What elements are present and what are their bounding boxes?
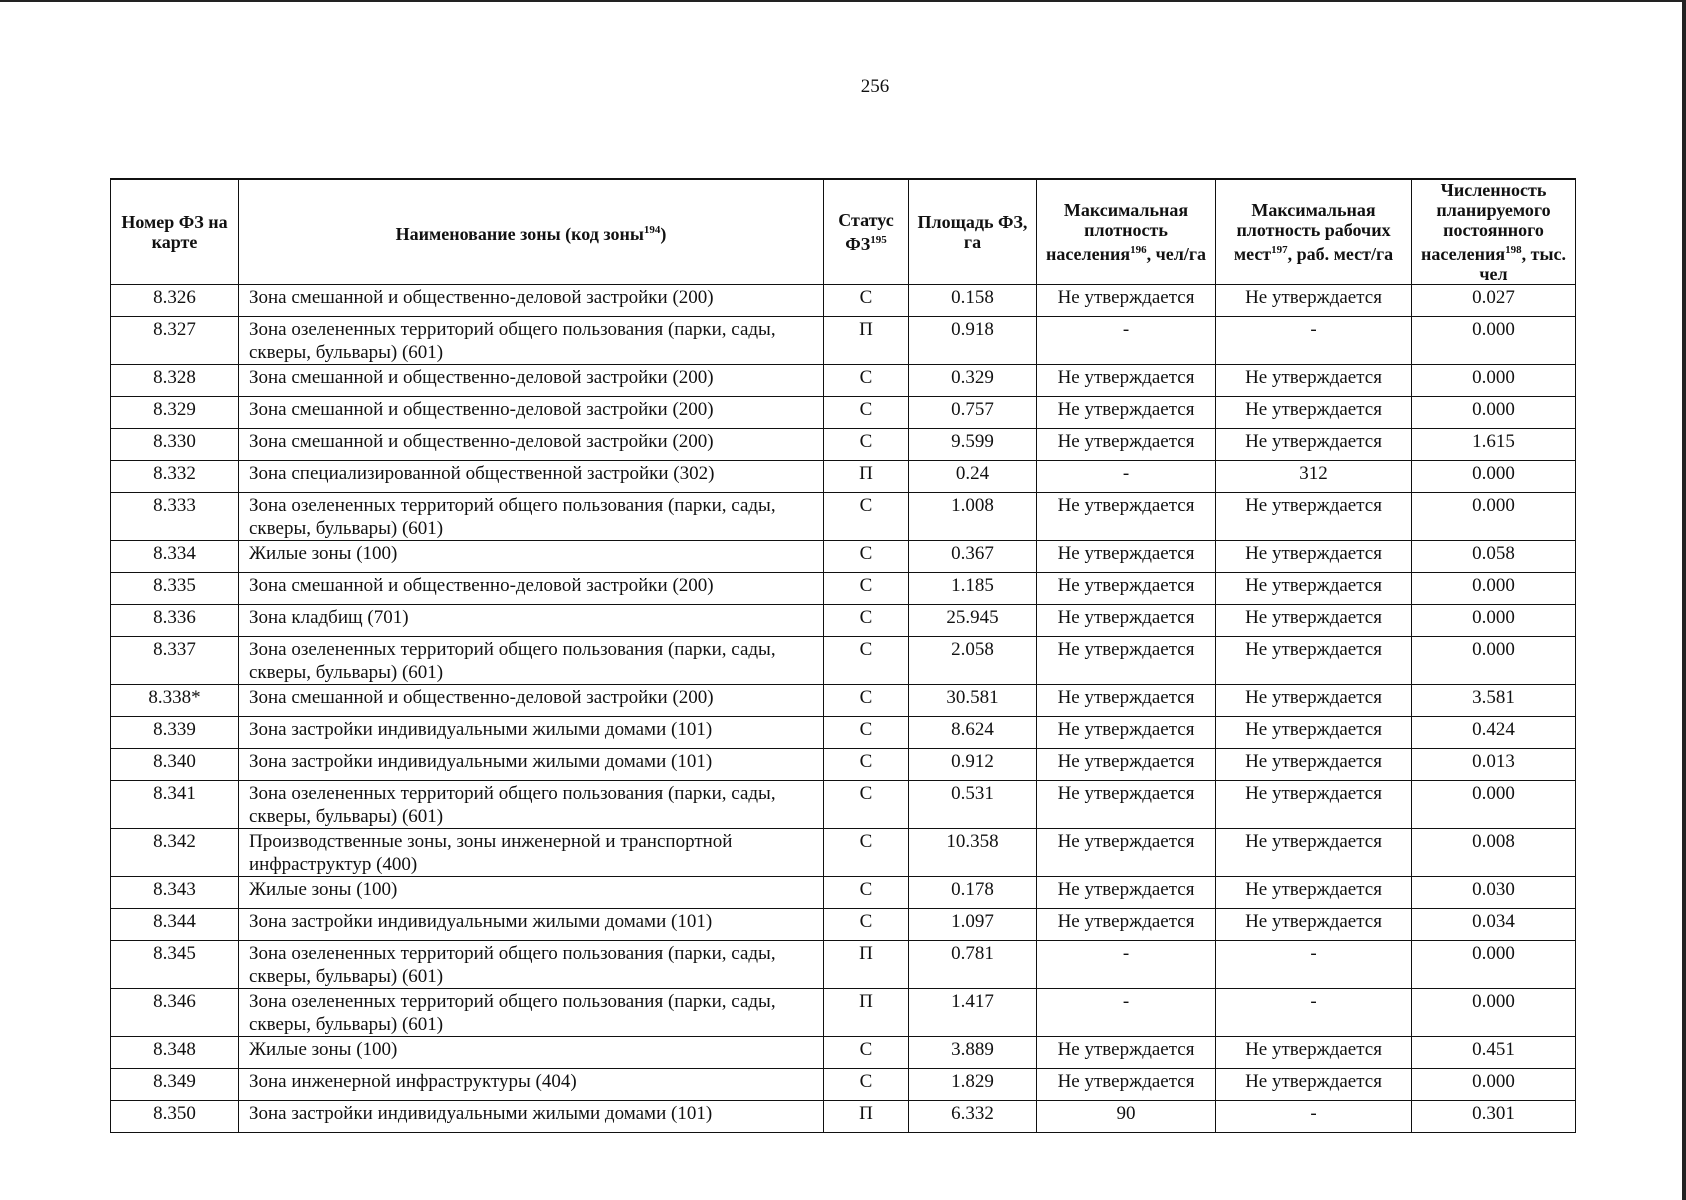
cell-zone-status: С <box>824 909 909 941</box>
cell-planned-population: 0.000 <box>1412 317 1576 365</box>
cell-planned-population: 0.000 <box>1412 781 1576 829</box>
cell-zone-area: 1.097 <box>909 909 1037 941</box>
cell-zone-number: 8.344 <box>111 909 239 941</box>
cell-zone-number: 8.328 <box>111 365 239 397</box>
cell-zone-status: С <box>824 749 909 781</box>
cell-job-density: - <box>1216 989 1412 1037</box>
cell-job-density: Не утверждается <box>1216 829 1412 877</box>
header-population-density: Максимальная плотность населения$^{196}$, чел/га <box>1037 179 1216 285</box>
table-row <box>111 1037 1576 1069</box>
cell-zone-status: С <box>824 877 909 909</box>
cell-zone-area: 1.417 <box>909 989 1037 1037</box>
cell-job-density: Не утверждается <box>1216 429 1412 461</box>
table-row <box>111 941 1576 989</box>
cell-zone-area: 0.329 <box>909 365 1037 397</box>
cell-population-density: - <box>1037 461 1216 493</box>
cell-zone-status: С <box>824 285 909 317</box>
cell-zone-name: Зона кладбищ (701) <box>239 605 824 637</box>
table-body <box>111 285 1576 1133</box>
cell-zone-status: С <box>824 429 909 461</box>
cell-population-density: Не утверждается <box>1037 285 1216 317</box>
cell-zone-number: 8.350 <box>111 1101 239 1133</box>
cell-job-density: Не утверждается <box>1216 781 1412 829</box>
table-row <box>111 989 1576 1037</box>
cell-zone-area: 3.889 <box>909 1037 1037 1069</box>
functional-zones-table <box>110 178 1576 1133</box>
cell-zone-name: Зона инженерной инфраструктуры (404) <box>239 1069 824 1101</box>
table-row <box>111 541 1576 573</box>
cell-zone-status: С <box>824 493 909 541</box>
cell-planned-population: 0.000 <box>1412 461 1576 493</box>
cell-zone-number: 8.327 <box>111 317 239 365</box>
cell-zone-number: 8.332 <box>111 461 239 493</box>
cell-zone-name: Зона озелененных территорий общего пользования (парки, сады, скверы, бульвары) (601) <box>239 989 824 1037</box>
cell-planned-population: 0.030 <box>1412 877 1576 909</box>
cell-zone-number: 8.341 <box>111 781 239 829</box>
cell-job-density: Не утверждается <box>1216 1037 1412 1069</box>
cell-zone-area: 10.358 <box>909 829 1037 877</box>
cell-zone-status: С <box>824 365 909 397</box>
cell-zone-area: 0.781 <box>909 941 1037 989</box>
cell-population-density: Не утверждается <box>1037 637 1216 685</box>
cell-zone-area: 1.008 <box>909 493 1037 541</box>
cell-population-density: Не утверждается <box>1037 573 1216 605</box>
cell-job-density: Не утверждается <box>1216 877 1412 909</box>
cell-zone-name: Зона озелененных территорий общего пользования (парки, сады, скверы, бульвары) (601) <box>239 637 824 685</box>
cell-zone-status: С <box>824 1069 909 1101</box>
header-job-density: Максимальная плотность рабочих мест$^{197}$, раб. мест/га <box>1216 179 1412 285</box>
cell-zone-name: Зона смешанной и общественно-деловой застройки (200) <box>239 429 824 461</box>
cell-zone-number: 8.338* <box>111 685 239 717</box>
cell-population-density: Не утверждается <box>1037 541 1216 573</box>
table-row <box>111 1101 1576 1133</box>
cell-zone-status: С <box>824 829 909 877</box>
cell-zone-name: Зона застройки индивидуальными жилыми домами (101) <box>239 749 824 781</box>
cell-planned-population: 0.000 <box>1412 573 1576 605</box>
scan-border-top <box>0 0 1686 2</box>
cell-population-density: - <box>1037 941 1216 989</box>
cell-zone-area: 9.599 <box>909 429 1037 461</box>
cell-job-density: Не утверждается <box>1216 637 1412 685</box>
table-header <box>111 179 1576 285</box>
cell-job-density: Не утверждается <box>1216 909 1412 941</box>
cell-zone-area: 0.757 <box>909 397 1037 429</box>
cell-zone-number: 8.334 <box>111 541 239 573</box>
cell-planned-population: 0.027 <box>1412 285 1576 317</box>
cell-zone-area: 0.367 <box>909 541 1037 573</box>
cell-zone-number: 8.349 <box>111 1069 239 1101</box>
cell-zone-status: П <box>824 461 909 493</box>
cell-zone-status: С <box>824 685 909 717</box>
cell-zone-area: 0.918 <box>909 317 1037 365</box>
table-row <box>111 317 1576 365</box>
cell-planned-population: 0.013 <box>1412 749 1576 781</box>
cell-zone-number: 8.326 <box>111 285 239 317</box>
cell-zone-status: С <box>824 541 909 573</box>
cell-zone-status: С <box>824 1037 909 1069</box>
cell-zone-number: 8.336 <box>111 605 239 637</box>
cell-zone-number: 8.343 <box>111 877 239 909</box>
cell-zone-number: 8.330 <box>111 429 239 461</box>
header-zone-status: Статус ФЗ$^{195}$ <box>824 179 909 285</box>
table-row <box>111 493 1576 541</box>
cell-zone-number: 8.342 <box>111 829 239 877</box>
cell-planned-population: 0.000 <box>1412 365 1576 397</box>
table-row <box>111 749 1576 781</box>
cell-job-density: 312 <box>1216 461 1412 493</box>
header-zone-area: Площадь ФЗ, га <box>909 179 1037 285</box>
cell-population-density: Не утверждается <box>1037 877 1216 909</box>
cell-zone-name: Зона застройки индивидуальными жилыми домами (101) <box>239 1101 824 1133</box>
cell-zone-status: С <box>824 781 909 829</box>
table-row <box>111 365 1576 397</box>
table-row <box>111 685 1576 717</box>
cell-job-density: Не утверждается <box>1216 397 1412 429</box>
cell-planned-population: 0.000 <box>1412 989 1576 1037</box>
cell-job-density: Не утверждается <box>1216 605 1412 637</box>
cell-zone-number: 8.340 <box>111 749 239 781</box>
cell-zone-area: 1.185 <box>909 573 1037 605</box>
table-row <box>111 1069 1576 1101</box>
cell-job-density: - <box>1216 941 1412 989</box>
cell-zone-area: 25.945 <box>909 605 1037 637</box>
cell-planned-population: 0.301 <box>1412 1101 1576 1133</box>
cell-job-density: Не утверждается <box>1216 573 1412 605</box>
cell-zone-name: Зона специализированной общественной застройки (302) <box>239 461 824 493</box>
header-planned-population: Численность планируемого постоянного населения$^{198}$, тыс. чел <box>1412 179 1576 285</box>
table-row <box>111 573 1576 605</box>
cell-zone-name: Производственные зоны, зоны инженерной и транспортной инфраструктур (400) <box>239 829 824 877</box>
cell-population-density: - <box>1037 989 1216 1037</box>
cell-zone-name: Зона озелененных территорий общего пользования (парки, сады, скверы, бульвары) (601) <box>239 493 824 541</box>
cell-planned-population: 0.000 <box>1412 397 1576 429</box>
cell-population-density: Не утверждается <box>1037 749 1216 781</box>
cell-zone-number: 8.337 <box>111 637 239 685</box>
cell-zone-number: 8.345 <box>111 941 239 989</box>
cell-zone-area: 0.178 <box>909 877 1037 909</box>
cell-zone-name: Зона смешанной и общественно-деловой застройки (200) <box>239 285 824 317</box>
cell-zone-status: П <box>824 941 909 989</box>
cell-zone-name: Зона озелененных территорий общего пользования (парки, сады, скверы, бульвары) (601) <box>239 781 824 829</box>
cell-planned-population: 0.058 <box>1412 541 1576 573</box>
cell-zone-name: Зона застройки индивидуальными жилыми домами (101) <box>239 717 824 749</box>
cell-zone-status: С <box>824 397 909 429</box>
cell-zone-status: С <box>824 637 909 685</box>
cell-planned-population: 0.000 <box>1412 1069 1576 1101</box>
table-row <box>111 637 1576 685</box>
cell-zone-area: 6.332 <box>909 1101 1037 1133</box>
cell-population-density: Не утверждается <box>1037 1037 1216 1069</box>
cell-planned-population: 0.008 <box>1412 829 1576 877</box>
cell-zone-name: Зона застройки индивидуальными жилыми домами (101) <box>239 909 824 941</box>
cell-zone-number: 8.339 <box>111 717 239 749</box>
table-row <box>111 461 1576 493</box>
cell-zone-status: С <box>824 717 909 749</box>
cell-job-density: - <box>1216 317 1412 365</box>
table-row <box>111 429 1576 461</box>
cell-population-density: Не утверждается <box>1037 717 1216 749</box>
cell-job-density: Не утверждается <box>1216 717 1412 749</box>
cell-planned-population: 0.451 <box>1412 1037 1576 1069</box>
cell-job-density: Не утверждается <box>1216 749 1412 781</box>
cell-zone-area: 1.829 <box>909 1069 1037 1101</box>
table-row <box>111 285 1576 317</box>
cell-zone-area: 0.531 <box>909 781 1037 829</box>
cell-job-density: Не утверждается <box>1216 365 1412 397</box>
table-row <box>111 781 1576 829</box>
table-row <box>111 829 1576 877</box>
cell-zone-status: С <box>824 573 909 605</box>
cell-zone-name: Жилые зоны (100) <box>239 541 824 573</box>
cell-population-density: Не утверждается <box>1037 1069 1216 1101</box>
cell-population-density: Не утверждается <box>1037 365 1216 397</box>
cell-zone-status: П <box>824 989 909 1037</box>
cell-job-density: Не утверждается <box>1216 1069 1412 1101</box>
cell-population-density: Не утверждается <box>1037 493 1216 541</box>
cell-zone-status: П <box>824 317 909 365</box>
cell-zone-number: 8.329 <box>111 397 239 429</box>
table-row <box>111 717 1576 749</box>
cell-planned-population: 0.424 <box>1412 717 1576 749</box>
cell-planned-population: 0.000 <box>1412 941 1576 989</box>
cell-planned-population: 0.000 <box>1412 493 1576 541</box>
cell-job-density: Не утверждается <box>1216 493 1412 541</box>
cell-population-density: 90 <box>1037 1101 1216 1133</box>
header-zone-name: Наименование зоны (код зоны$^{194}$) <box>239 179 824 285</box>
table-row <box>111 605 1576 637</box>
cell-population-density: Не утверждается <box>1037 397 1216 429</box>
cell-zone-area: 30.581 <box>909 685 1037 717</box>
header-row <box>111 179 1576 285</box>
cell-zone-name: Жилые зоны (100) <box>239 877 824 909</box>
cell-zone-name: Зона смешанной и общественно-деловой застройки (200) <box>239 397 824 429</box>
cell-zone-number: 8.348 <box>111 1037 239 1069</box>
cell-population-density: Не утверждается <box>1037 605 1216 637</box>
cell-population-density: Не утверждается <box>1037 829 1216 877</box>
cell-population-density: Не утверждается <box>1037 429 1216 461</box>
cell-zone-area: 0.158 <box>909 285 1037 317</box>
cell-zone-name: Зона смешанной и общественно-деловой застройки (200) <box>239 573 824 605</box>
cell-zone-area: 0.912 <box>909 749 1037 781</box>
table-row <box>111 397 1576 429</box>
cell-planned-population: 0.000 <box>1412 637 1576 685</box>
table-row <box>111 909 1576 941</box>
cell-planned-population: 3.581 <box>1412 685 1576 717</box>
cell-job-density: Не утверждается <box>1216 685 1412 717</box>
cell-zone-status: П <box>824 1101 909 1133</box>
cell-population-density: Не утверждается <box>1037 781 1216 829</box>
cell-zone-status: С <box>824 605 909 637</box>
cell-zone-number: 8.335 <box>111 573 239 605</box>
cell-zone-name: Зона озелененных территорий общего пользования (парки, сады, скверы, бульвары) (601) <box>239 317 824 365</box>
cell-zone-area: 2.058 <box>909 637 1037 685</box>
table-row <box>111 877 1576 909</box>
cell-zone-area: 8.624 <box>909 717 1037 749</box>
cell-zone-name: Зона смешанной и общественно-деловой застройки (200) <box>239 685 824 717</box>
cell-zone-number: 8.346 <box>111 989 239 1037</box>
scan-border-right <box>1682 0 1686 1200</box>
cell-planned-population: 1.615 <box>1412 429 1576 461</box>
cell-population-density: - <box>1037 317 1216 365</box>
cell-job-density: Не утверждается <box>1216 541 1412 573</box>
page-number: 256 <box>860 76 890 97</box>
cell-zone-name: Жилые зоны (100) <box>239 1037 824 1069</box>
cell-zone-name: Зона смешанной и общественно-деловой застройки (200) <box>239 365 824 397</box>
cell-planned-population: 0.000 <box>1412 605 1576 637</box>
cell-job-density: - <box>1216 1101 1412 1133</box>
cell-zone-name: Зона озелененных территорий общего пользования (парки, сады, скверы, бульвары) (601) <box>239 941 824 989</box>
cell-job-density: Не утверждается <box>1216 285 1412 317</box>
cell-population-density: Не утверждается <box>1037 909 1216 941</box>
cell-zone-area: 0.24 <box>909 461 1037 493</box>
cell-population-density: Не утверждается <box>1037 685 1216 717</box>
header-zone-number: Номер ФЗ на карте <box>111 179 239 285</box>
cell-planned-population: 0.034 <box>1412 909 1576 941</box>
cell-zone-number: 8.333 <box>111 493 239 541</box>
